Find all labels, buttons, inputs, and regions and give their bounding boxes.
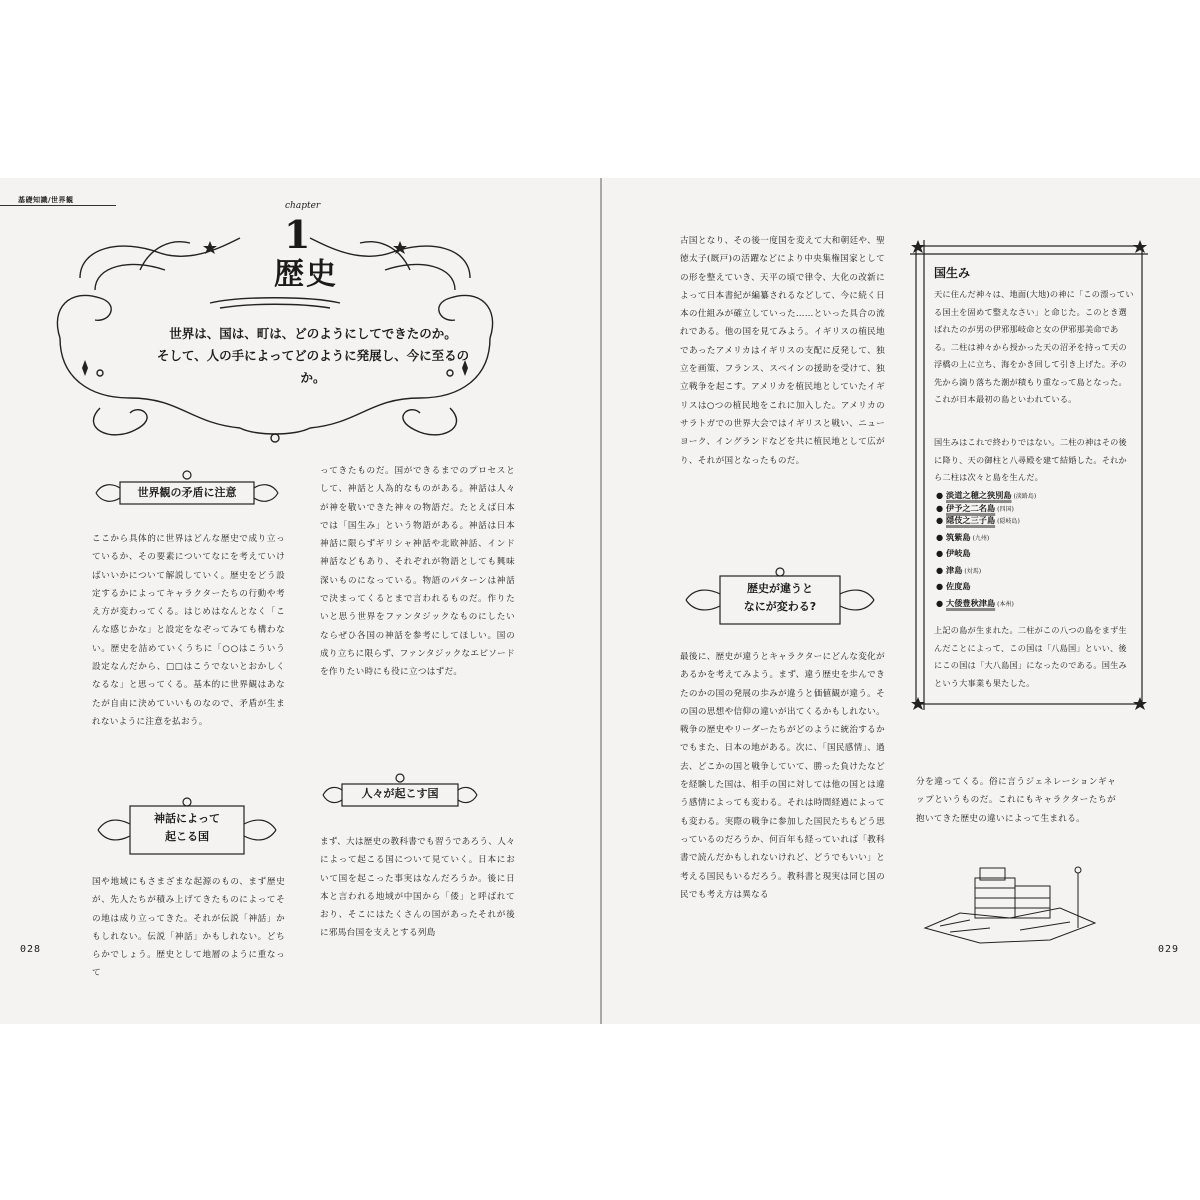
section-body-myth: 国や地域にもさまざまな起源のもの、まず歴史が、先人たちが積み上げてきたものによってその地は成り立ってきた。それが伝説「神話」かもしれない。伝説「神話」かもしれない。どちらかでしょう。歴史として地層のように重なって (92, 877, 285, 979)
page-number-left: 028 (20, 944, 42, 955)
chapter-number: 1 (284, 212, 311, 257)
section-heading-myth (92, 796, 282, 860)
kuni-umi-island-list (936, 490, 1136, 610)
right-page (602, 178, 1200, 1024)
book-spread (0, 178, 1200, 1024)
page-number-right: 029 (1158, 944, 1180, 955)
chapter-label: chapter (285, 201, 321, 211)
list-item: ● 伊岐島 (936, 548, 971, 558)
section-heading-line-1: 神話によって (154, 812, 220, 825)
intro-line-2: そして、人の手によってどのように発展し、今に至るのか。 (156, 348, 470, 385)
list-item: ● 隠伎之三子島 (隠岐島) (936, 515, 1020, 525)
list-item: ● 筑紫島 (九州) (936, 531, 990, 542)
section-heading-line-2: なにが変わる? (743, 600, 817, 613)
kuni-umi-paragraph-2: 国生みはこれで終わりではない。二柱の神はその後に降り、天の御柱と八尋殿を建て結婚した。それから二柱は次々と島を生んだ。 (934, 437, 1127, 482)
section-heading-text: 世界観の矛盾に注意 (137, 486, 237, 499)
list-item: ● 佐度島 (936, 581, 971, 591)
section-body-contradiction: ここから具体的に世界はどんな歴史で成り立っているか、その要素についてなにを考えていけばいいかについて解説していく。歴史をどう設定するかによってキャラクターたちの行動や考え方が変わってくる。はじめはなんとなく「こんな感じかな」と設定をなぞってみても構わない。歴史を詰めていくうちに「○○はこういう設定なんだから、□□はこうでないとおかしくなるな」と思ってくる。基本的に世界観はあなたが自由に決めていいものなので、矛盾が生まれないように注意を払おう。 (92, 534, 285, 727)
kuni-umi-box (910, 240, 1148, 710)
section-heading-people (320, 772, 480, 816)
section-body-col2-bottom: まず、大は歴史の教科書でも習うであろう、人々によって起こる国について見ていく。日本において国を起こった事実はなんだろうか。後に日本と言われる地域が中国から「倭」と呼ばれており、そこにはたくさんの国があったそれが後に邪馬台国を支えとする列島 (320, 837, 515, 939)
list-item: ● 淡道之穂之狭別島 (淡路島) (936, 490, 1037, 500)
section-body-col2-top: ってきたものだ。国ができるまでのプロセスとして、神話と人為的なものがある。神話は人々が神を敬いできた神々の物語だ。たとえば日本では「国生み」という物語がある。神話は日本神話に限らずギリシャ神話や北欧神話、インド神話などもあり、それぞれが物語としても興味深いものになっている。物語のパターンは神話で決まってくるとまで言われるものだ。作りたいと思う世界をファンタジックなものにしたいならぜひ各国の神話を参考にしてほしい。国の成り立ちに限らず、ファンタジックなエピソードを作りたい時にも役に立つはずだ。 (320, 466, 515, 678)
chapter-intro (148, 323, 478, 389)
section-body-right-bottom: 最後に、歴史が違うとキャラクターにどんな変化があるかを考えてみよう。まず、違う歴史を歩んできたのかの国の発展の歩みが違うと価値観が違う。その国の思想や信仰の違いが出てくるかもしれない。戦争の歴史やリーダーたちがどのように統治するかでもまた、日本の地がある。次に、「国民感情」、過去、どこかの国と戦争していて、勝った負けたなどを経験した国は、相手の国に対しては他の国とは違う感情によっても変わる。それは時間経過によっても変わる。実際の戦争に参加した国民たちもどう思っているのだろうか、何百年も経っていれば「教科書で読んだかもしれないけれど、どうでもいい」と考える国民もいるだろう。教科書と現実は同じ国の民でも考え方は異なる (680, 652, 885, 900)
section-heading-difference (680, 566, 880, 630)
section-heading-line-2: 起こる国 (165, 830, 209, 843)
chapter-title: 歴史 (274, 257, 338, 292)
section-heading-line-1: 歴史が違うと (747, 582, 813, 595)
section-heading-contradiction (92, 468, 282, 518)
running-header: 基礎知識/世界観 (0, 196, 116, 206)
left-page (0, 178, 600, 1024)
section-heading-text: 人々が起こす国 (361, 787, 439, 800)
section-body-right-top: 古国となり、その後一度国を変えて大和朝廷や、聖徳太子(厩戸)の活躍などにより中央集権国家としての形を整えていき、天平の頃で律令、大化の改新によって日本書紀が編纂されるなどして、今に続く日本の仕組みが確立していった……といった具合の流れである。他の国を見てみよう。イギリスの植民地であったアメリカはイギリスの支配に反発して、独立を画策、フランス、スペインの援助を受けて、独立戦争を起こす。アメリカを植民地としていたイギリスは○つの植民地をこれに加入した。アメリカのサラトガでの世界大会ではイギリスと戦い、ニューヨーク、イングランドなどを共に植民地として広がり、それが国となったものだ。 (680, 236, 885, 466)
kuni-umi-title: 国生み (934, 266, 971, 280)
list-item: ● 伊予之二名島 (四国) (936, 502, 1014, 513)
kuni-umi-paragraph-1: 天に住んだ神々は、地面(大地)の神に「この漂っている国土を固めて整えなさい」と命じた。このとき選ばれたのが男の伊邪那岐命と女の伊邪那美命である。二柱は神々から授かった天の沼矛を持って天の浮橋の上に立ち、海をかき回して引き上げた。矛の先から滴り落ちた潮が積もり重なって島となった。これが日本最初の島といわれている。 (934, 289, 1134, 404)
list-item: ● 大倭豊秋津島 (本州) (936, 597, 1014, 608)
kuni-umi-paragraph-3: 上記の島が生まれた。二柱がこの八つの島をまず生んだことによって、この国は「八島国」といい、後にこの国は「大八島国」になったのである。国生みという大事業も果たした。 (934, 625, 1127, 688)
list-item: ● 津島 (対馬) (936, 564, 982, 575)
intro-line-1: 世界は、国は、町は、どのようにしてできたのか。 (169, 326, 457, 341)
ruins-illustration (920, 858, 1100, 948)
section-body-after-box: 分を違ってくる。俗に言うジェネレーションギャップというものだ。これにもキャラクターたちが抱いてきた歴史の違いによって生まれる。 (916, 777, 1116, 824)
